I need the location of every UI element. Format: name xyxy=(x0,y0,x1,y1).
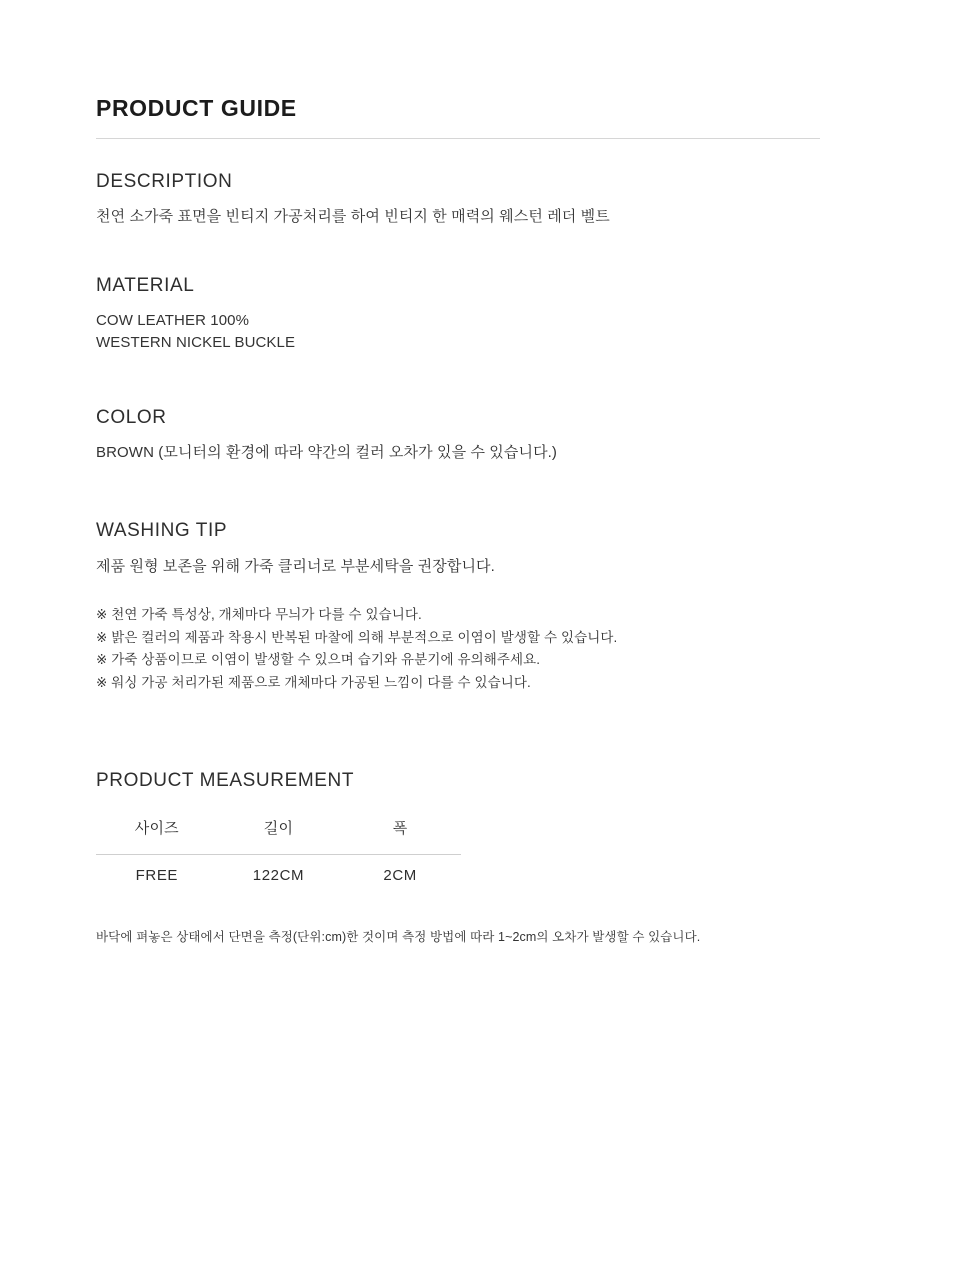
measurement-footnote: 바닥에 펴놓은 상태에서 단면을 측정(단위:cm)한 것이며 측정 방법에 따라 1~2cm의 오차가 발생할 수 있습니다. xyxy=(96,930,701,944)
table-cell-length: 122CM xyxy=(252,867,305,884)
table-header-row xyxy=(96,817,461,855)
washing-tip-text: 제품 원형 보존을 위해 가죽 클리너로 부분세탁을 권장합니다. xyxy=(96,558,495,575)
section-color xyxy=(96,406,820,464)
section-material xyxy=(96,274,820,354)
table-header-width: 폭 xyxy=(339,817,461,855)
material-heading: MATERIAL xyxy=(96,275,195,296)
description-heading: DESCRIPTION xyxy=(96,171,233,192)
table-cell-size: FREE xyxy=(135,867,179,884)
description-text: 천연 소가죽 표면을 빈티지 가공처리를 하여 빈티지 한 매력의 웨스턴 레더 벨트 xyxy=(96,208,610,225)
material-line: COW LEATHER 100% xyxy=(96,312,250,329)
measurement-table xyxy=(96,817,461,890)
table-header-length: 길이 xyxy=(218,817,340,855)
care-notes-list xyxy=(96,604,820,694)
washing-tip-heading: WASHING TIP xyxy=(96,520,228,541)
care-note: ※ 천연 가죽 특성상, 개체마다 무늬가 다를 수 있습니다. xyxy=(96,607,422,622)
section-washing-tip xyxy=(96,519,820,694)
measurement-table-head xyxy=(96,817,461,855)
measurement-heading: PRODUCT MEASUREMENT xyxy=(96,770,355,791)
color-text: BROWN (모니터의 환경에 따라 약간의 컬러 오차가 있을 수 있습니다.) xyxy=(96,444,558,461)
material-line: WESTERN NICKEL BUCKLE xyxy=(96,334,296,351)
table-header-size: 사이즈 xyxy=(96,817,218,855)
care-note: ※ 밝은 컬러의 제품과 착용시 반복된 마찰에 의해 부분적으로 이염이 발생할 수 있습니다. xyxy=(96,629,618,645)
table-cell-width: 2CM xyxy=(383,867,417,884)
section-description xyxy=(96,170,820,228)
care-note: ※ 가죽 상품이므로 이염이 발생할 수 있으며 습기와 유분기에 유의해주세요. xyxy=(96,652,541,667)
color-heading: COLOR xyxy=(96,407,167,428)
page-title: PRODUCT GUIDE xyxy=(96,95,297,121)
material-lines xyxy=(96,310,820,354)
measurement-table-body xyxy=(96,855,461,891)
care-note: ※ 워싱 가공 처리가된 제품으로 개체마다 가공된 느낌이 다를 수 있습니다. xyxy=(96,674,531,690)
title-divider xyxy=(96,138,820,139)
section-measurement xyxy=(96,769,820,946)
table-row xyxy=(96,855,461,891)
